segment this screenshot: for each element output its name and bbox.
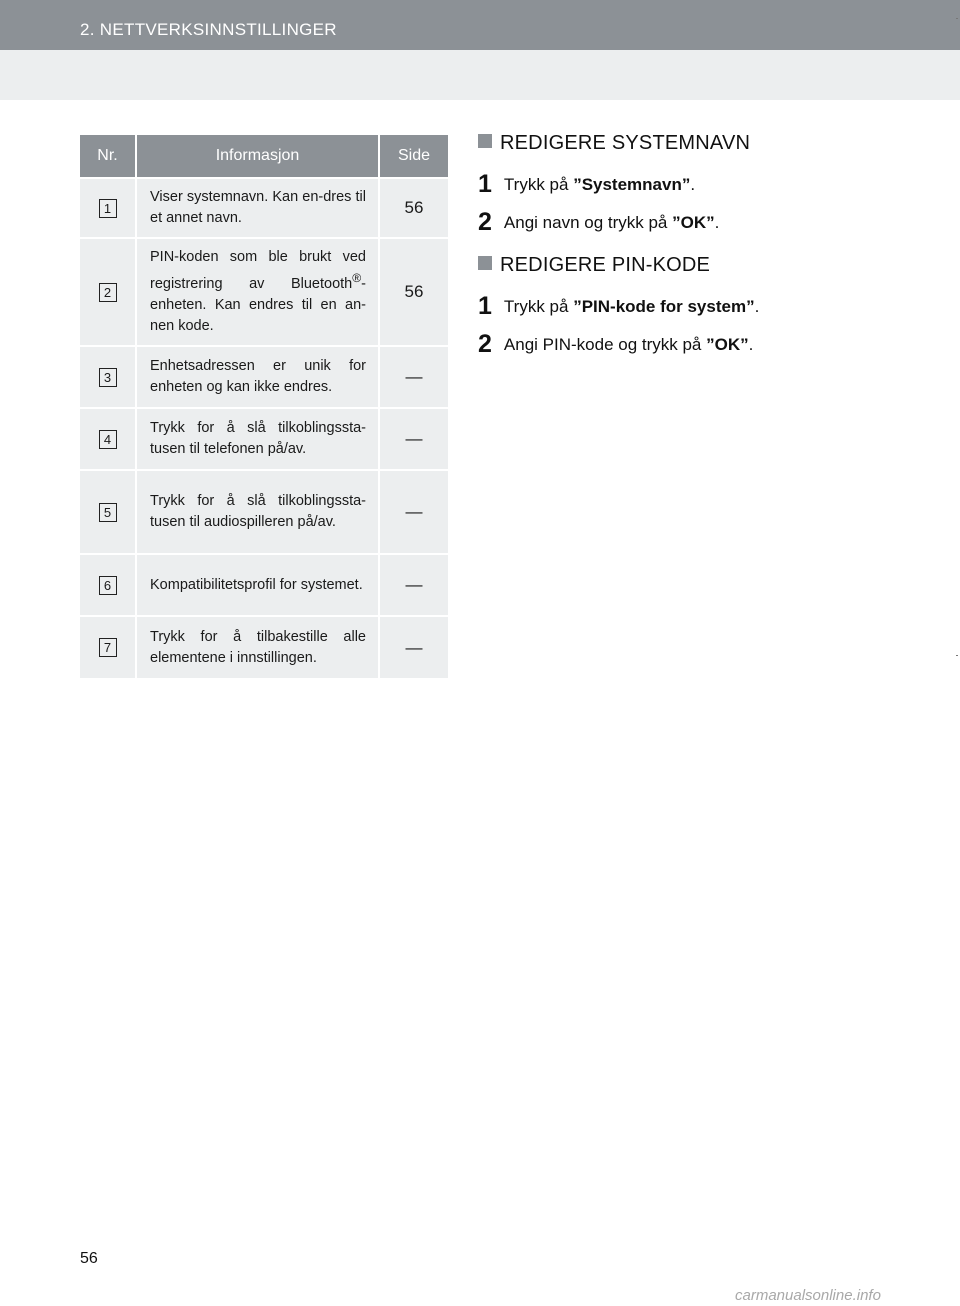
header-band [0,50,960,100]
crop-mark [956,18,958,19]
column-header-side: Side [379,135,448,178]
item-number-badge: 6 [99,576,117,595]
step-1-pin-code: 1 Trykk på ”PIN-kode for system”. [478,292,760,320]
item-number-badge: 5 [99,503,117,522]
step-1-system-name: 1 Trykk på ”Systemnavn”. [478,170,696,198]
table-header-row [80,135,448,178]
page-number: 56 [80,1250,98,1267]
section-heading-pin-code: REDIGERE PIN-KODE [478,254,710,277]
page-ref: — [379,616,448,678]
info-text: Enhetsadressen er unik for enheten og kan ikke endres. [136,346,379,408]
page-ref: — [379,470,448,554]
table-row [80,470,448,554]
table-row [80,346,448,408]
page-ref: — [379,408,448,470]
table-row [80,238,448,346]
item-number-badge: 3 [99,368,117,387]
table-row [80,616,448,678]
page-ref: — [379,554,448,616]
info-text: Trykk for å slå tilkoblingssta-tusen til telefonen på/av. [136,408,379,470]
info-text: PIN-koden som ble brukt ved registrering av Bluetooth®-enheten. Kan endres til en an-nen kode. [136,238,379,346]
page-ref: 56 [379,178,448,238]
crop-mark [956,655,958,656]
item-number-badge: 4 [99,430,117,449]
item-number-badge: 2 [99,283,117,302]
info-text: Trykk for å slå tilkoblingssta-tusen til audiospilleren på/av. [136,470,379,554]
header-bar [0,0,960,50]
item-number-badge: 7 [99,638,117,657]
table-row [80,178,448,238]
step-2-pin-code: 2 Angi PIN-kode og trykk på ”OK”. [478,330,754,358]
page-ref: — [379,346,448,408]
table-row [80,554,448,616]
info-text: Kompatibilitetsprofil for systemet. [136,554,379,616]
section-heading-system-name: REDIGERE SYSTEMNAVN [478,132,750,155]
info-table [80,135,448,678]
info-text: Trykk for å tilbakestille alle elementene i innstillingen. [136,616,379,678]
step-2-system-name: 2 Angi navn og trykk på ”OK”. [478,208,720,236]
watermark: carmanualsonline.info [735,1287,881,1304]
column-header-nr: Nr. [80,135,136,178]
chapter-title: 2. NETTVERKSINNSTILLINGER [80,20,337,39]
square-bullet-icon [478,256,492,270]
table-row [80,408,448,470]
column-header-info: Informasjon [136,135,379,178]
square-bullet-icon [478,134,492,148]
page-ref: 56 [379,238,448,346]
info-text: Viser systemnavn. Kan en-dres til et annet navn. [136,178,379,238]
registered-trademark: ® [352,271,362,286]
item-number-badge: 1 [99,199,117,218]
